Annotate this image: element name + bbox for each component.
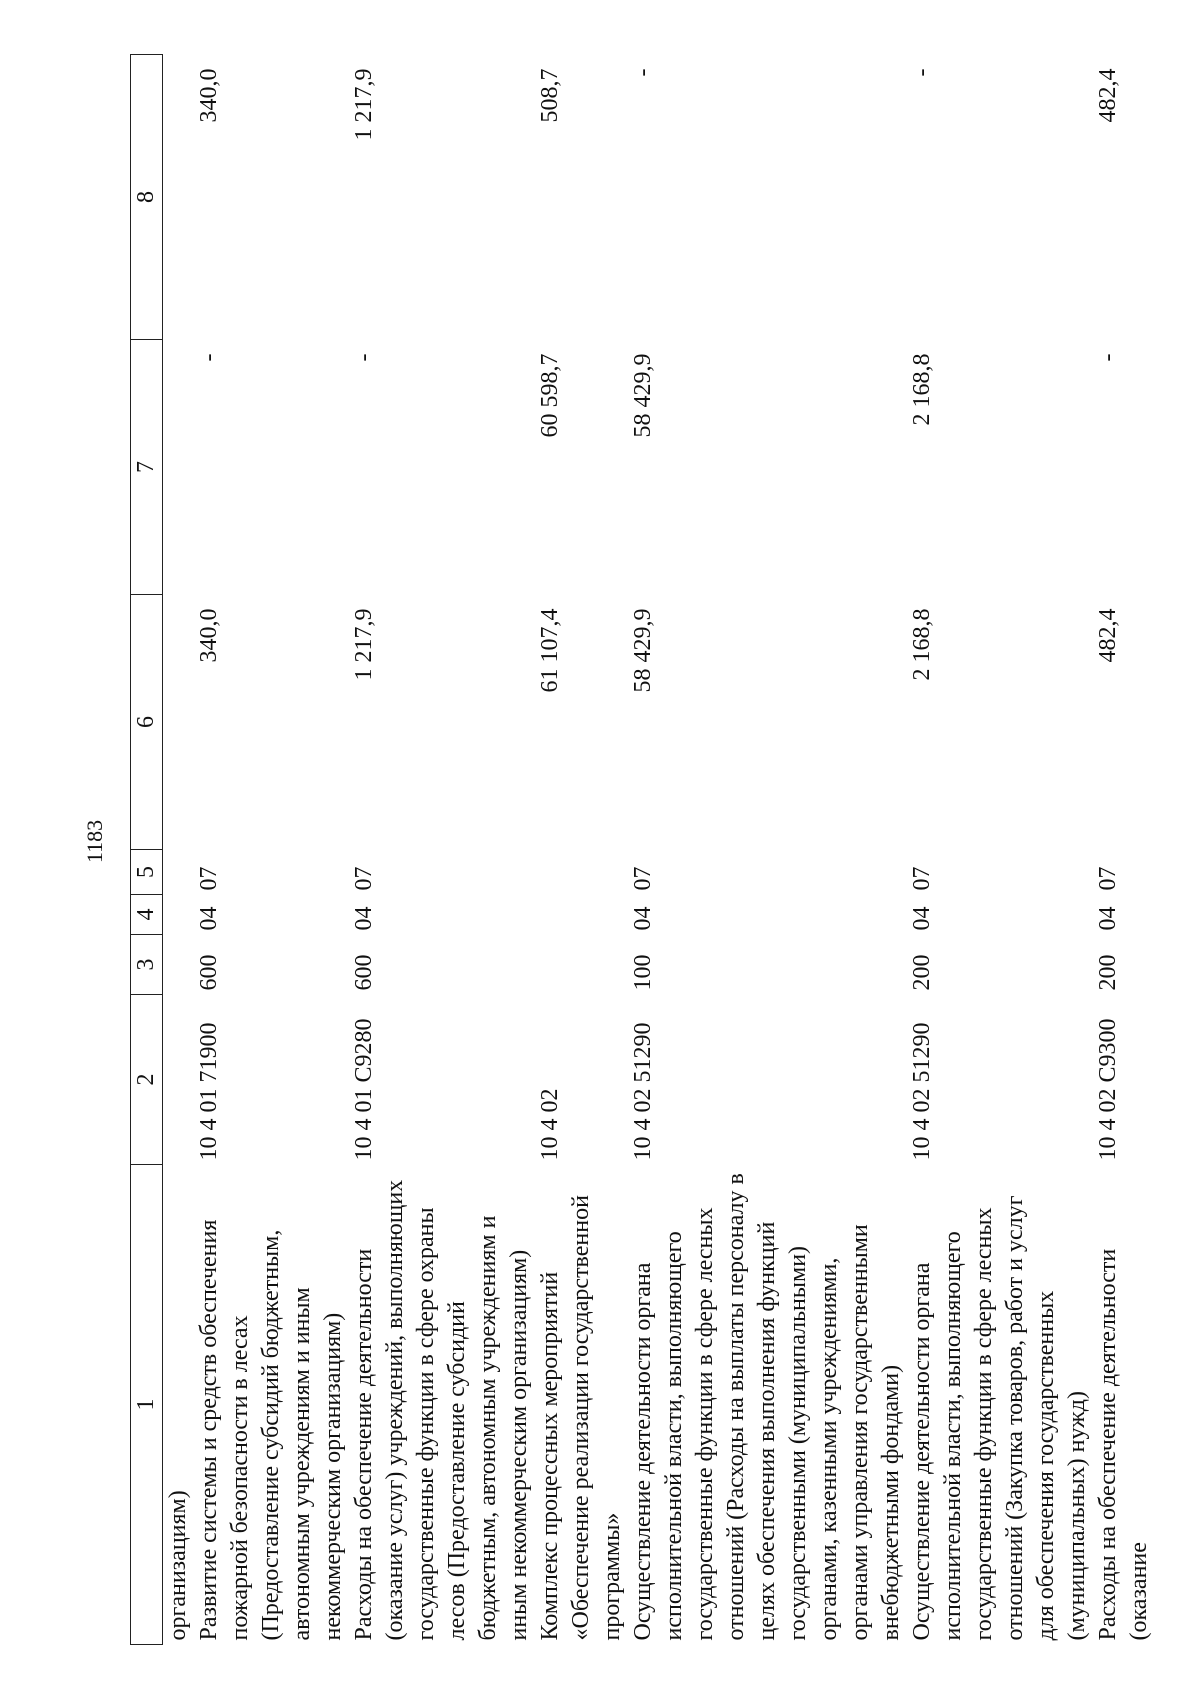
- header-cell: 7: [131, 340, 163, 595]
- table-row: [194, 55, 349, 1645]
- table-row: [535, 55, 628, 1645]
- row-description: Осуществление деятельности органа исполнительной власти, выполняющего государственные функции в сфере лесных отношений (Закупка товаров, работ и услуг для обеспечения государственных (муниципальных) нужд): [909, 1195, 1090, 1641]
- table-row: [1093, 55, 1155, 1645]
- section-code: 04: [1095, 906, 1121, 931]
- header-cell: 6: [131, 595, 163, 850]
- header-cell: 1: [131, 1165, 163, 1645]
- subsection-code: 07: [909, 866, 935, 891]
- target-article-code: 10 4 01 71900: [196, 1022, 222, 1161]
- header-cell: 3: [131, 935, 163, 995]
- section-code: [535, 895, 628, 935]
- amount-col8: 482,4: [1095, 68, 1121, 123]
- expense-type-code: 600: [196, 954, 222, 991]
- row-description: организациям): [165, 1490, 191, 1641]
- subsection-code: 07: [630, 866, 656, 891]
- row-description: Осуществление деятельности органа исполнительной власти, выполняющего государственные функции в сфере лесных отношений (Расходы на выплаты персоналу в целях обеспечения выполнения функций государственными (муниципальными) органами, казенными учреждениями, органами управления государственными внебюджетными фондами): [630, 1173, 904, 1641]
- amount-col7: 2 168,8: [909, 353, 935, 426]
- amount-col8: -: [630, 68, 656, 77]
- table-row: [349, 55, 535, 1645]
- expense-type-code: [535, 935, 628, 995]
- amount-total: 1 217,9: [351, 608, 377, 681]
- target-article-code: 10 4 01 С9280: [351, 1018, 377, 1161]
- table-row: [163, 55, 195, 1645]
- amount-col7: -: [1095, 353, 1121, 362]
- target-article-code: 10 4 02 51290: [909, 1022, 935, 1161]
- expense-type-code: 200: [1095, 954, 1121, 991]
- amount-total: 58 429,9: [630, 608, 656, 693]
- amount-col7: -: [351, 353, 377, 362]
- target-article-code: 10 4 02 С9300: [1095, 1018, 1121, 1161]
- header-row: [131, 55, 163, 1645]
- row-description: Расходы на обеспечение деятельности (оказание услуг) учреждений, выполняющих государственные функции в сфере охраны лесов (Предоставление субсидий бюджетным, автономным учреждениям и иным некоммерческим организациям): [351, 1179, 532, 1641]
- table-row: [628, 55, 907, 1645]
- section-code: 04: [196, 906, 222, 931]
- subsection-code: [535, 850, 628, 895]
- amount-total: 2 168,8: [909, 608, 935, 681]
- amount-total: 340,0: [196, 608, 222, 663]
- budget-table: [130, 54, 1155, 1645]
- row-description: Развитие системы и средств обеспечения пожарной безопасности в лесах (Предоставление субсидий бюджетным, автономным учреждениям и иным некоммерческим организациям): [196, 1219, 346, 1641]
- header-cell: 8: [131, 55, 163, 340]
- expense-type-code: 100: [630, 954, 656, 991]
- expense-type-code: 600: [351, 954, 377, 991]
- subsection-code: 07: [1095, 866, 1121, 891]
- expense-type-code: 200: [909, 954, 935, 991]
- target-article-code: 10 4 02 51290: [630, 1022, 656, 1161]
- amount-col8: 508,7: [537, 68, 563, 123]
- target-article-code: 10 4 02: [537, 1088, 563, 1161]
- section-code: 04: [630, 906, 656, 931]
- amount-col8: -: [909, 68, 935, 77]
- amount-total: 61 107,4: [537, 608, 563, 693]
- amount-col7: 60 598,7: [537, 353, 563, 438]
- header-cell: 2: [131, 995, 163, 1165]
- amount-col7: 58 429,9: [630, 353, 656, 438]
- amount-col8: 340,0: [196, 68, 222, 123]
- amount-total: 482,4: [1095, 608, 1121, 663]
- section-code: 04: [351, 906, 377, 931]
- header-cell: 4: [131, 895, 163, 935]
- table-row: [907, 55, 1093, 1645]
- subsection-code: 07: [351, 866, 377, 891]
- amount-col8: 1 217,9: [351, 68, 377, 141]
- section-code: 04: [909, 906, 935, 931]
- page-number: 1183: [82, 819, 107, 863]
- subsection-code: 07: [196, 866, 222, 891]
- header-cell: 5: [131, 850, 163, 895]
- amount-col7: -: [196, 353, 222, 362]
- row-description: Комплекс процессных мероприятий «Обеспечение реализации государственной программы»: [537, 1195, 625, 1641]
- budget-table-rotated: [130, 55, 1180, 1645]
- row-description: Расходы на обеспечение деятельности (оказание: [1095, 1248, 1152, 1641]
